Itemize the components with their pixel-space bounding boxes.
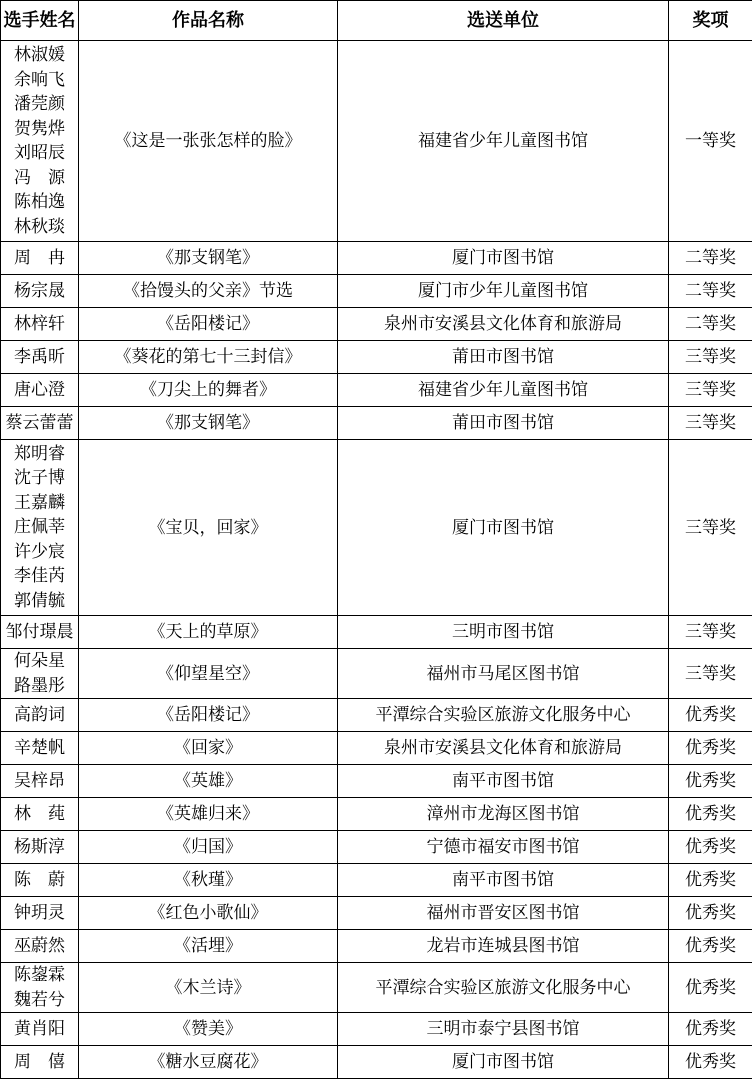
cell-award: 优秀奖 bbox=[669, 798, 752, 831]
contestant-name: 杨宗晟 bbox=[14, 280, 65, 301]
table-row bbox=[1, 440, 752, 616]
cell-unit: 莆田市图书馆 bbox=[338, 407, 669, 440]
table-row bbox=[1, 1013, 752, 1046]
cell-award: 一等奖 bbox=[669, 41, 752, 242]
cell-work: 《木兰诗》 bbox=[79, 963, 338, 1013]
cell-award: 优秀奖 bbox=[669, 765, 752, 798]
contestant-name: 李禹昕 bbox=[14, 346, 65, 367]
table-row bbox=[1, 242, 752, 275]
contestant-name: 吴梓昂 bbox=[14, 770, 65, 791]
cell-award: 优秀奖 bbox=[669, 831, 752, 864]
contestant-name: 林 莼 bbox=[14, 803, 65, 824]
cell-unit: 厦门市少年儿童图书馆 bbox=[338, 275, 669, 308]
contestant-name: 刘昭辰 bbox=[14, 143, 65, 163]
cell-names bbox=[1, 275, 79, 308]
cell-award: 三等奖 bbox=[669, 341, 752, 374]
cell-unit: 福州市晋安区图书馆 bbox=[338, 897, 669, 930]
cell-names bbox=[1, 963, 79, 1013]
cell-unit: 龙岩市连城县图书馆 bbox=[338, 930, 669, 963]
contestant-name: 陈柏逸 bbox=[14, 192, 65, 212]
cell-names bbox=[1, 1013, 79, 1046]
cell-unit: 宁德市福安市图书馆 bbox=[338, 831, 669, 864]
contestant-name: 何朵星 bbox=[14, 651, 65, 671]
cell-work: 《活埋》 bbox=[79, 930, 338, 963]
cell-names bbox=[1, 831, 79, 864]
cell-names bbox=[1, 41, 79, 242]
cell-unit: 三明市图书馆 bbox=[338, 616, 669, 649]
table-row bbox=[1, 308, 752, 341]
contestant-name: 余响飞 bbox=[14, 69, 65, 90]
cell-work: 《天上的草原》 bbox=[79, 616, 338, 649]
table-row bbox=[1, 41, 752, 242]
table-row bbox=[1, 765, 752, 798]
cell-names bbox=[1, 308, 79, 341]
cell-names bbox=[1, 616, 79, 649]
table-row bbox=[1, 649, 752, 699]
cell-work: 《那支钢笔》 bbox=[79, 407, 338, 440]
header-work: 作品名称 bbox=[79, 1, 338, 41]
contestant-name: 杨斯淳 bbox=[14, 836, 65, 857]
header-names: 选手姓名 bbox=[1, 1, 79, 41]
contestant-name: 周 僖 bbox=[14, 1051, 65, 1072]
contestant-name: 林秋琰 bbox=[14, 216, 65, 237]
cell-work: 《葵花的第七十三封信》 bbox=[79, 341, 338, 374]
cell-work: 《赞美》 bbox=[79, 1013, 338, 1046]
cell-work: 《糖水豆腐花》 bbox=[79, 1046, 338, 1079]
cell-work: 《回家》 bbox=[79, 732, 338, 765]
contestant-name: 庄佩莘 bbox=[14, 517, 65, 538]
contestant-name: 邹付璟晨 bbox=[5, 621, 74, 642]
cell-names bbox=[1, 407, 79, 440]
cell-work: 《刀尖上的舞者》 bbox=[79, 374, 338, 407]
contestant-name: 郑明睿 bbox=[14, 443, 65, 464]
contestant-name: 王嘉麟 bbox=[14, 492, 65, 513]
cell-unit: 泉州市安溪县文化体育和旅游局 bbox=[338, 732, 669, 765]
header-award: 奖项 bbox=[669, 1, 752, 41]
cell-award: 优秀奖 bbox=[669, 699, 752, 732]
contestant-name: 沈子博 bbox=[14, 468, 65, 489]
contestant-name: 周 冉 bbox=[14, 247, 65, 268]
cell-award: 三等奖 bbox=[669, 649, 752, 699]
contestant-name: 贺隽烨 bbox=[14, 118, 65, 139]
contestant-name: 唐心澄 bbox=[14, 379, 65, 400]
cell-work: 《岳阳楼记》 bbox=[79, 699, 338, 732]
cell-award: 二等奖 bbox=[669, 308, 752, 341]
contestant-name: 林淑媛 bbox=[14, 45, 65, 65]
table-row bbox=[1, 341, 752, 374]
cell-names bbox=[1, 765, 79, 798]
cell-unit: 厦门市图书馆 bbox=[338, 1046, 669, 1079]
cell-unit: 福建省少年儿童图书馆 bbox=[338, 41, 669, 242]
cell-names bbox=[1, 649, 79, 699]
contestant-name: 蔡云蕾蕾 bbox=[5, 412, 74, 433]
cell-unit: 平潭综合实验区旅游文化服务中心 bbox=[338, 963, 669, 1013]
cell-work: 《英雄》 bbox=[79, 765, 338, 798]
cell-names bbox=[1, 1046, 79, 1079]
cell-award: 二等奖 bbox=[669, 275, 752, 308]
cell-unit: 福建省少年儿童图书馆 bbox=[338, 374, 669, 407]
contestant-name: 李佳芮 bbox=[14, 566, 65, 587]
header-row bbox=[1, 1, 752, 41]
contestant-name: 林梓轩 bbox=[14, 313, 65, 334]
cell-award: 优秀奖 bbox=[669, 732, 752, 765]
cell-names bbox=[1, 699, 79, 732]
contestant-name: 许少宸 bbox=[14, 541, 65, 562]
cell-names bbox=[1, 440, 79, 616]
cell-unit: 厦门市图书馆 bbox=[338, 242, 669, 275]
contestant-name: 高韵词 bbox=[14, 704, 65, 725]
cell-work: 《岳阳楼记》 bbox=[79, 308, 338, 341]
cell-names bbox=[1, 341, 79, 374]
table-row bbox=[1, 407, 752, 440]
cell-names bbox=[1, 897, 79, 930]
cell-award: 优秀奖 bbox=[669, 1046, 752, 1079]
cell-work: 《宝贝，回家》 bbox=[79, 440, 338, 616]
table-row bbox=[1, 374, 752, 407]
cell-unit: 厦门市图书馆 bbox=[338, 440, 669, 616]
cell-unit: 莆田市图书馆 bbox=[338, 341, 669, 374]
cell-work: 《仰望星空》 bbox=[79, 649, 338, 699]
cell-names bbox=[1, 798, 79, 831]
contestant-name: 钟玥灵 bbox=[14, 902, 65, 923]
cell-award: 二等奖 bbox=[669, 242, 752, 275]
table-row bbox=[1, 1046, 752, 1079]
cell-work: 《归国》 bbox=[79, 831, 338, 864]
table-row bbox=[1, 732, 752, 765]
cell-award: 三等奖 bbox=[669, 374, 752, 407]
table-row bbox=[1, 930, 752, 963]
cell-work: 《那支钢笔》 bbox=[79, 242, 338, 275]
cell-unit: 泉州市安溪县文化体育和旅游局 bbox=[338, 308, 669, 341]
contestant-name: 巫蔚然 bbox=[14, 935, 65, 956]
cell-work: 《拾馒头的父亲》节选 bbox=[79, 275, 338, 308]
cell-work: 《这是一张张怎样的脸》 bbox=[79, 41, 338, 242]
table-row bbox=[1, 616, 752, 649]
contestant-name: 辛楚帆 bbox=[14, 737, 65, 758]
contestant-name: 魏若兮 bbox=[14, 989, 65, 1010]
cell-unit: 福州市马尾区图书馆 bbox=[338, 649, 669, 699]
cell-award: 优秀奖 bbox=[669, 930, 752, 963]
contestant-name: 陈 蔚 bbox=[14, 869, 65, 890]
cell-unit: 漳州市龙海区图书馆 bbox=[338, 798, 669, 831]
table-row bbox=[1, 864, 752, 897]
table-row bbox=[1, 798, 752, 831]
contestant-name: 路墨彤 bbox=[14, 675, 65, 696]
cell-unit: 南平市图书馆 bbox=[338, 765, 669, 798]
cell-work: 《红色小歌仙》 bbox=[79, 897, 338, 930]
cell-unit: 南平市图书馆 bbox=[338, 864, 669, 897]
cell-unit: 三明市泰宁县图书馆 bbox=[338, 1013, 669, 1046]
cell-names bbox=[1, 242, 79, 275]
table-row bbox=[1, 699, 752, 732]
cell-work: 《英雄归来》 bbox=[79, 798, 338, 831]
cell-names bbox=[1, 374, 79, 407]
header-unit: 选送单位 bbox=[338, 1, 669, 41]
contestant-name: 潘莞颜 bbox=[14, 94, 65, 114]
table-row bbox=[1, 963, 752, 1013]
cell-work: 《秋瑾》 bbox=[79, 864, 338, 897]
cell-names bbox=[1, 864, 79, 897]
cell-award: 优秀奖 bbox=[669, 963, 752, 1013]
cell-unit: 平潭综合实验区旅游文化服务中心 bbox=[338, 699, 669, 732]
cell-names bbox=[1, 930, 79, 963]
contestant-name: 黄肖阳 bbox=[14, 1018, 65, 1039]
cell-award: 优秀奖 bbox=[669, 897, 752, 930]
contestant-name: 郭倩毓 bbox=[14, 590, 65, 611]
table-row bbox=[1, 275, 752, 308]
cell-names bbox=[1, 732, 79, 765]
table-row bbox=[1, 897, 752, 930]
contestant-name: 陈鋆霖 bbox=[14, 965, 65, 985]
contestant-name: 冯 源 bbox=[14, 167, 65, 188]
cell-award: 三等奖 bbox=[669, 440, 752, 616]
cell-award: 优秀奖 bbox=[669, 864, 752, 897]
cell-award: 三等奖 bbox=[669, 407, 752, 440]
cell-award: 三等奖 bbox=[669, 616, 752, 649]
cell-award: 优秀奖 bbox=[669, 1013, 752, 1046]
table-row bbox=[1, 831, 752, 864]
